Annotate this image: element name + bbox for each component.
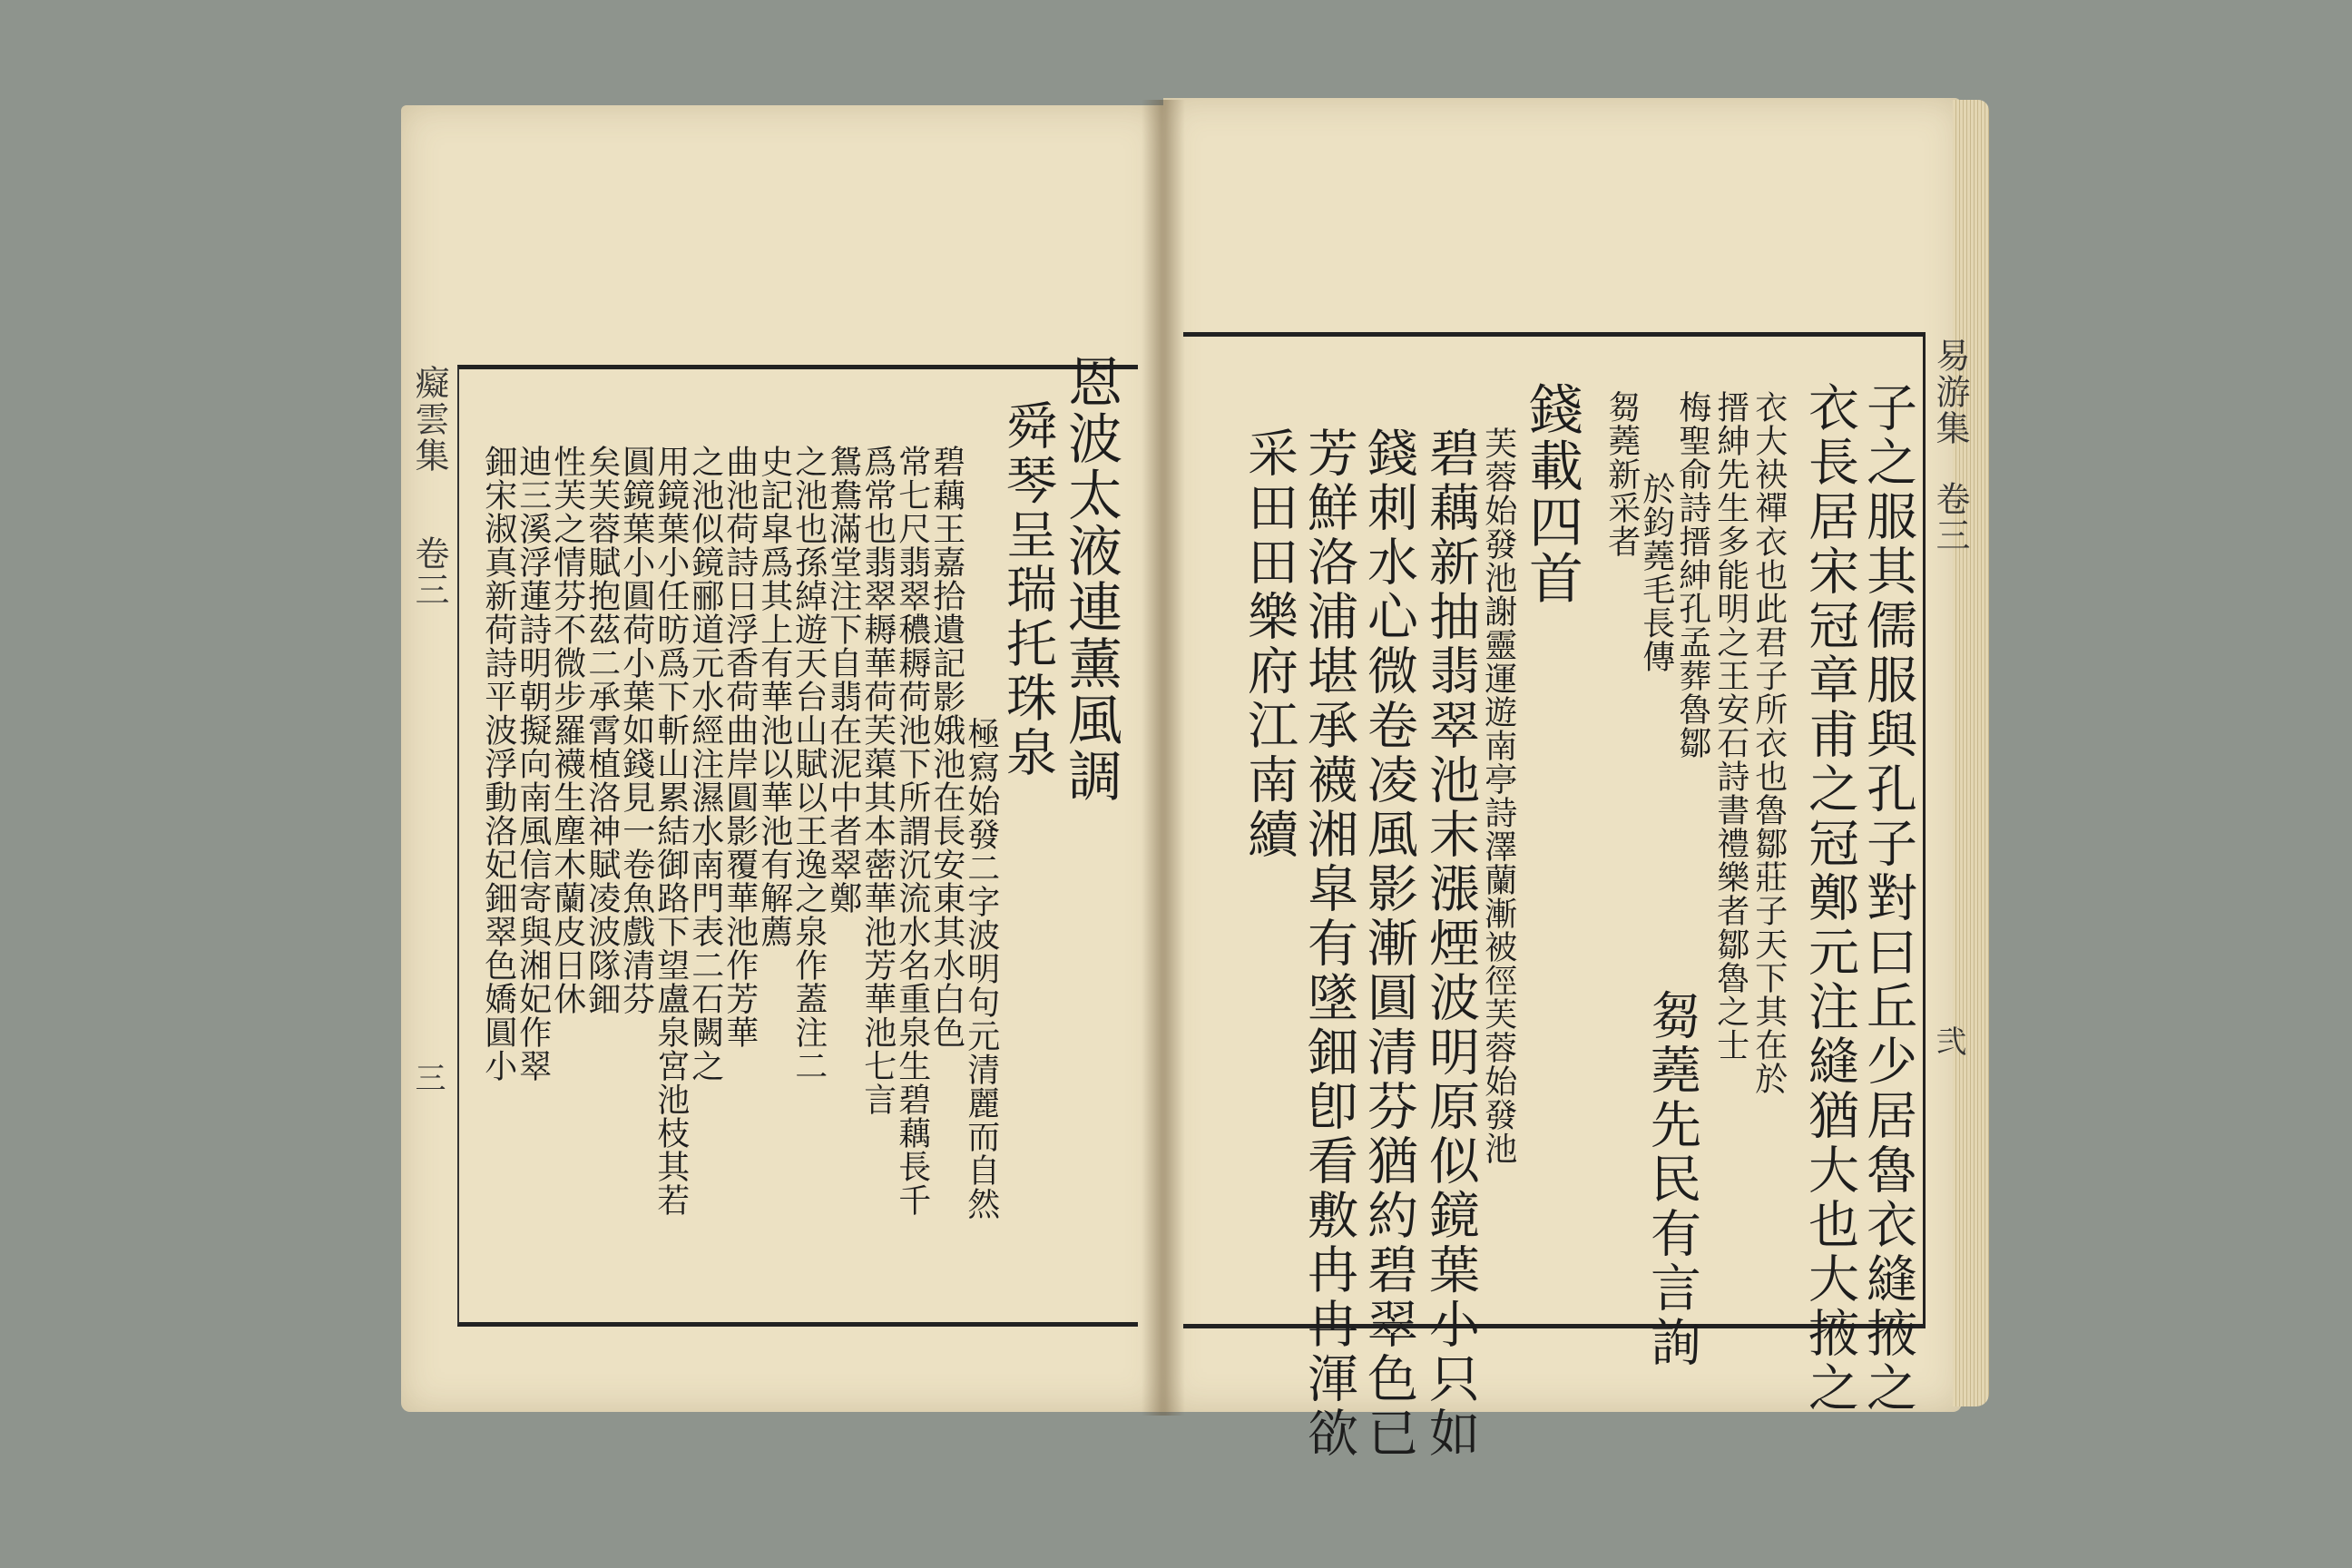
commentary-col-4: 搢紳先生多能明之王安石詩書禮樂者鄒魯之士 — [1711, 390, 1749, 1062]
right-page-header: 易游集 — [1930, 338, 1970, 446]
left-poem-line-5: 之池也孫綽遊天台山賦以王逸之泉作蓋注二 — [789, 445, 828, 1083]
author-line-3: 芻蕘新采者 — [1602, 390, 1641, 558]
left-poem-line-4: 鴛鴦滿堂注下自翡在泥中者翠鄭 — [824, 445, 862, 915]
page-edges — [1953, 100, 1989, 1406]
left-poem-title: 恩波太液連薰風調 — [1059, 354, 1122, 804]
right-poem-line-3: 錢刺水心微卷凌風影漸圓清芬猶約碧翠色已 — [1359, 426, 1418, 1461]
left-poem-line-2: 常七尺翡翠穠耨荷池下所謂沉流水名重泉生碧藕長千 — [893, 445, 931, 1217]
left-poem-line-1: 碧藕王嘉拾遺記影娥池在長安東其水白色 — [927, 445, 965, 1049]
left-poem-line-10: 圓鏡葉小圓荷小葉如錢見一卷魚戲清芬 — [617, 445, 655, 1015]
author-line-2: 芻蕘先民有言詢 — [1642, 989, 1701, 1370]
author-line-1: 於鈞蕘毛長傳 — [1637, 472, 1675, 673]
left-page-margin-volume: 卷三 — [409, 535, 449, 608]
right-poem-line-5: 采田田樂府江南續 — [1240, 426, 1298, 862]
left-poem-line-14: 鈿宋淑真新荷詩平波浮動洛妃鈿翠色嬌圓小 — [479, 445, 517, 1083]
right-poem-line-1: 芙蓉始發池謝靈運遊南亭詩澤蘭漸被徑芙蓉始發池 — [1479, 426, 1517, 1165]
right-page-folio: 弐 — [1930, 1025, 1966, 1058]
book-gutter — [1142, 100, 1185, 1416]
left-poem-line-8: 之池似鏡郦道元水經注濕水南門表二石闕之 — [686, 445, 724, 1083]
right-page-volume-mark: 卷三 — [1930, 481, 1970, 554]
left-poem-line-12: 性芙之情芬不微步羅襪生塵木蘭皮日休 — [548, 445, 586, 1015]
left-poem-line-6: 史記皐爲其上有華池以華池有解薦 — [755, 445, 793, 948]
left-main-line: 舜琴呈瑞托珠泉 — [998, 399, 1057, 780]
right-poem-line-2: 碧藕新抽翡翠池末漲煙波明原似鏡葉小只如 — [1421, 426, 1480, 1461]
left-page-folio: 三 — [409, 1062, 446, 1094]
commentary-col-3: 衣大袂禪衣也此君子所衣也魯鄒莊子天下其在於 — [1749, 390, 1788, 1095]
left-poem-line-3: 爲常也翡翠耨華荷芙蕖其本蔤華池芳華池七言 — [858, 445, 897, 1116]
right-poem-title: 錢載四首 — [1520, 381, 1583, 606]
open-book — [399, 82, 1987, 1461]
left-main-line-note: 極寫始發二字波明句元清麗而自然 — [962, 717, 1000, 1220]
commentary-col-1: 子之服其儒服與孔子對曰丘少居魯衣縫掖之 — [1858, 381, 1917, 1416]
left-poem-line-13: 迪三溪浮蓮詩明朝擬向南風信寄與湘妃作翠 — [514, 445, 552, 1083]
right-poem-line-4: 芳鮮洛浦堪承襪湘皐有墜鈿卽看敷冉冉渾欲 — [1299, 426, 1358, 1461]
left-poem-line-9: 用鏡葉小任昉爲下斬山累結御路下望盧泉宮池枝其若 — [652, 445, 690, 1217]
left-poem-line-11: 矣芙蓉賦抱茲二承霄植洛神賦凌波隊鈿 — [583, 445, 621, 1015]
commentary-col-2: 衣長居宋冠章甫之冠鄭元注縫猶大也大掖之 — [1800, 381, 1859, 1416]
left-page-margin-title: 癡雲集 — [409, 365, 449, 474]
left-poem-line-7: 曲池荷詩日浮香荷曲岸圓影覆華池作芳華 — [720, 445, 759, 1049]
commentary-col-5: 梅聖俞詩搢紳孔孟葬魯鄒 — [1673, 390, 1711, 760]
